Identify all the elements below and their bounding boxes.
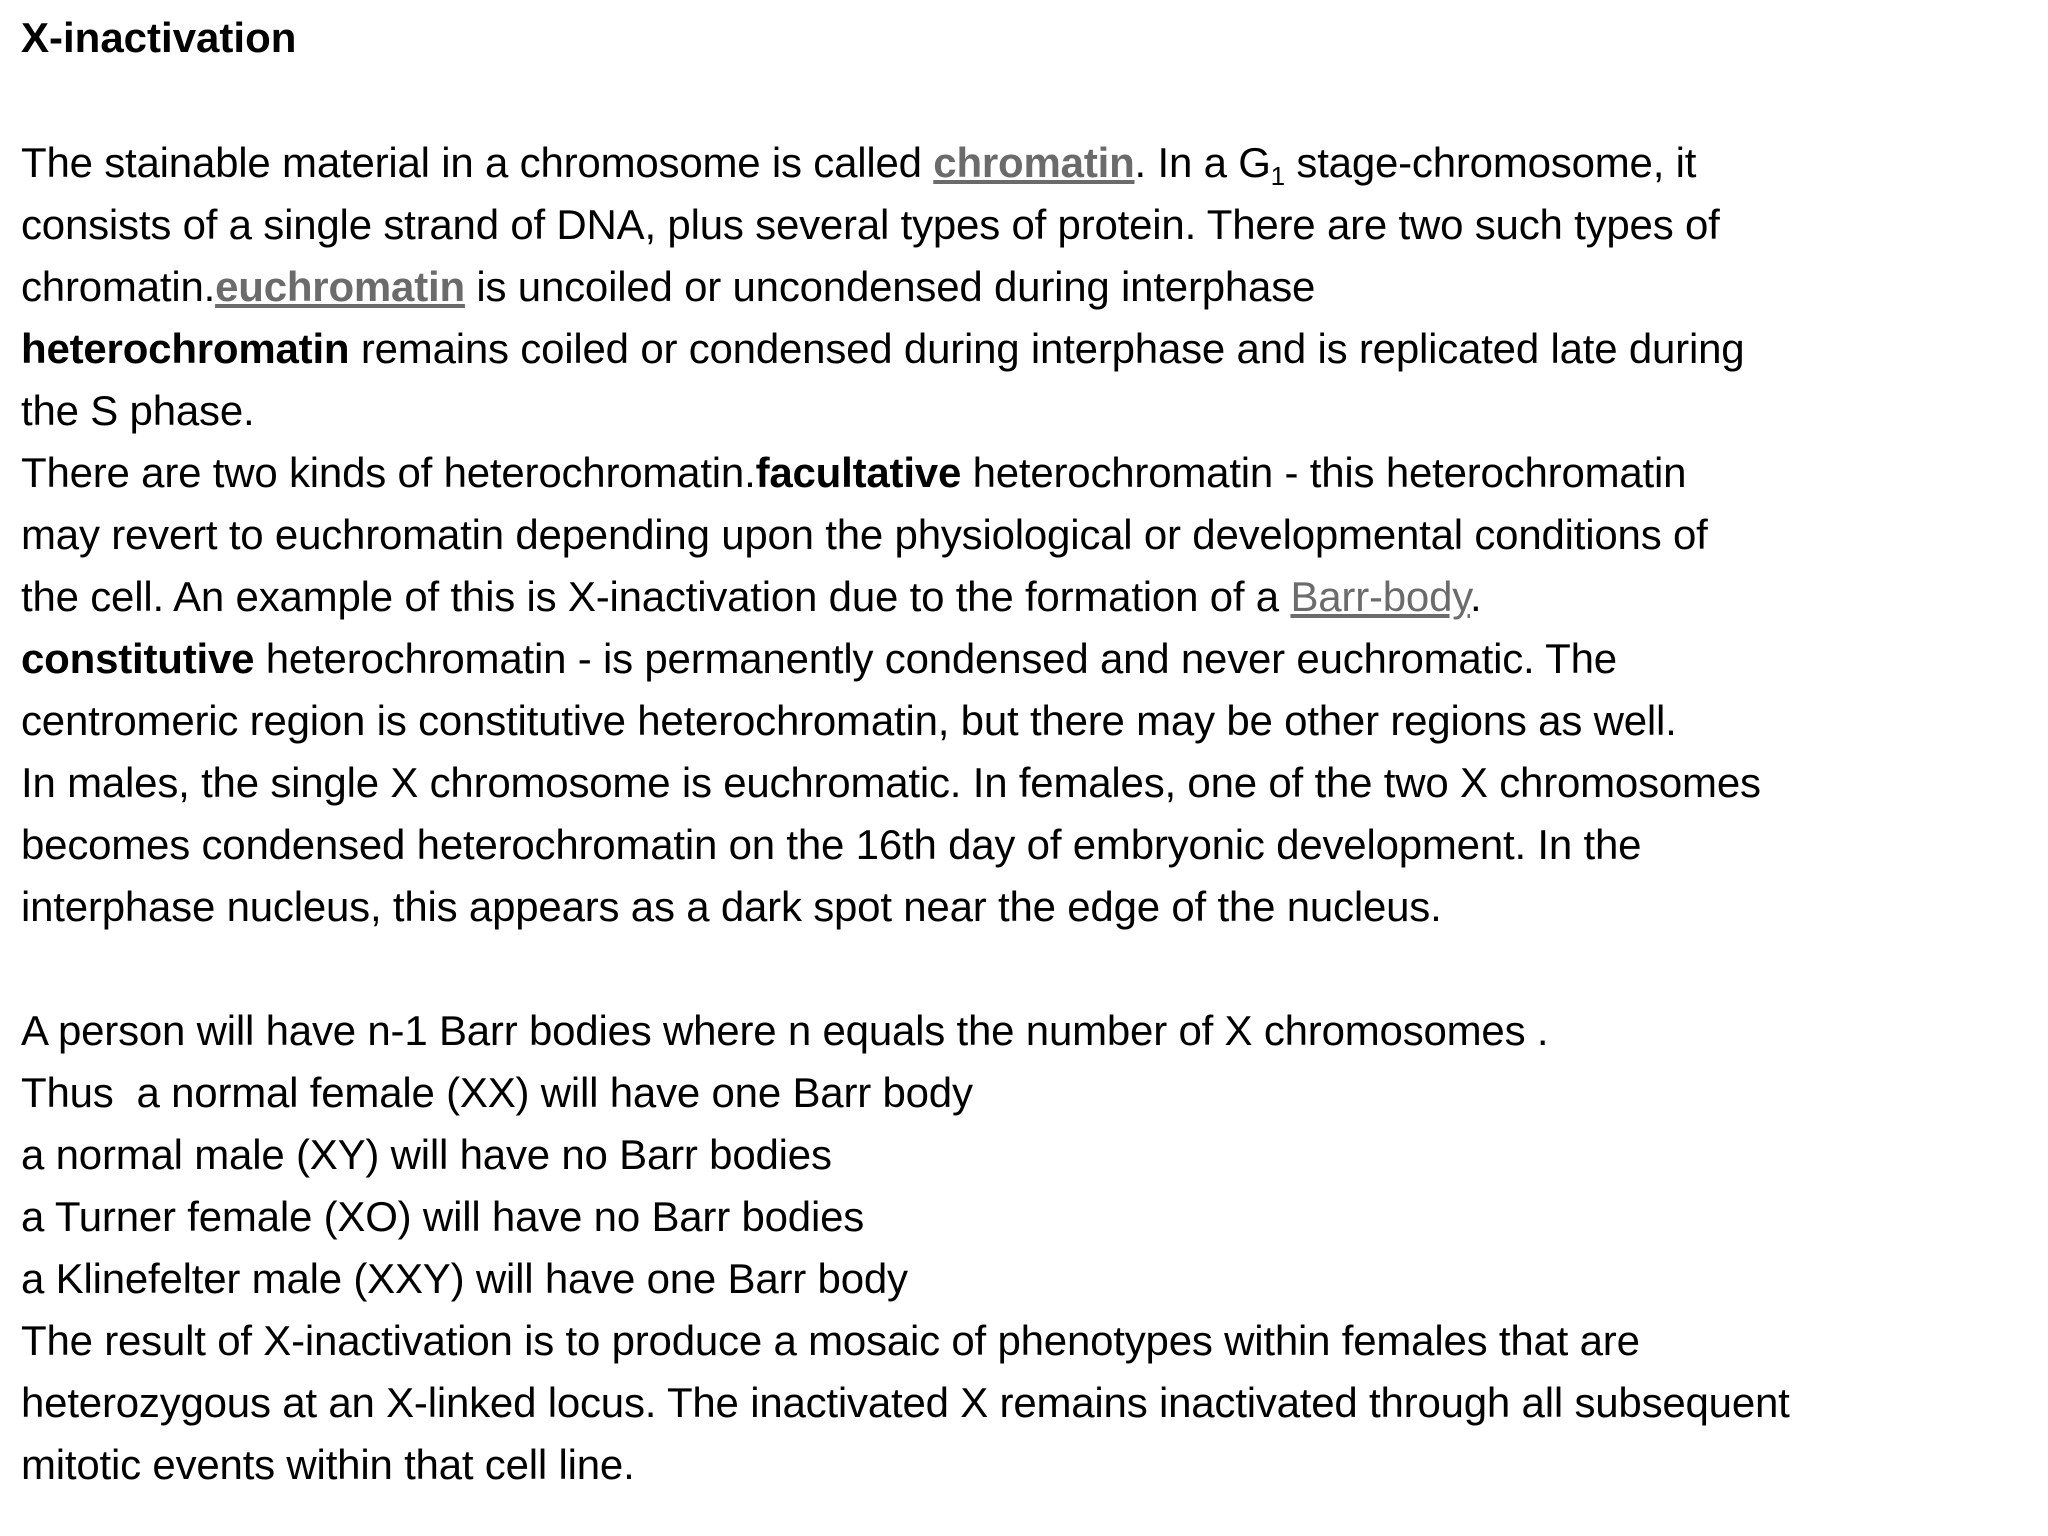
term-constitutive: constitutive [21, 635, 255, 682]
text-line: heterozygous at an X-linked locus. The inactivated X remains inactivated through all subsequent [21, 1379, 1790, 1426]
text-line: the S phase. [21, 387, 255, 434]
text-line: may revert to euchromatin depending upon the physiological or developmental conditions of [21, 511, 1708, 558]
euchromatin-link[interactable]: euchromatin [215, 263, 465, 310]
text-line: heterochromatin remains coiled or condensed during interphase and is replicated late during [21, 325, 1745, 372]
text-line: the cell. An example of this is X-inactivation due to the formation of a Barr-body. [21, 573, 1482, 620]
text-line: becomes condensed heterochromatin on the 16th day of embryonic development. In the [21, 821, 1642, 868]
text-line: Thus a normal female (XX) will have one Barr body [21, 1069, 973, 1116]
text-line: chromatin.euchromatin is uncoiled or uncondensed during interphase [21, 263, 1316, 310]
text-line: In males, the single X chromosome is euchromatic. In females, one of the two X chromosomes [21, 759, 1761, 806]
text-line: a normal male (XY) will have no Barr bodies [21, 1131, 832, 1178]
barr-body-link[interactable]: Barr-body [1290, 573, 1470, 620]
subscript: 1 [1270, 161, 1285, 191]
term-facultative: facultative [755, 449, 962, 496]
text-line: consists of a single strand of DNA, plus several types of protein. There are two such types of [21, 201, 1720, 248]
text-line: a Turner female (XO) will have no Barr bodies [21, 1193, 865, 1240]
text-line: a Klinefelter male (XXY) will have one Barr body [21, 1255, 908, 1302]
text-line: interphase nucleus, this appears as a dark spot near the edge of the nucleus. [21, 883, 1442, 930]
page-title: X-inactivation [21, 14, 297, 61]
term-heterochromatin: heterochromatin [21, 325, 350, 372]
text-line: mitotic events within that cell line. [21, 1441, 635, 1488]
text-line: centromeric region is constitutive heterochromatin, but there may be other regions as well. [21, 697, 1677, 744]
text-line: constitutive heterochromatin - is permanently condensed and never euchromatic. The [21, 635, 1617, 682]
paragraph-chromatin [21, 132, 2031, 1496]
slide [21, 8, 2031, 1496]
text-line: The result of X-inactivation is to produce a mosaic of phenotypes within females that are [21, 1317, 1640, 1364]
text-line: The stainable material in a chromosome is called chromatin. In a $G_1$ stage-chromosome, it [21, 139, 1697, 191]
text-line: There are two kinds of heterochromatin.facultative heterochromatin - this heterochromatin [21, 449, 1687, 496]
text-line: A person will have n-1 Barr bodies where n equals the number of X chromosomes . [21, 1007, 1549, 1054]
chromatin-link[interactable]: chromatin [933, 139, 1135, 186]
